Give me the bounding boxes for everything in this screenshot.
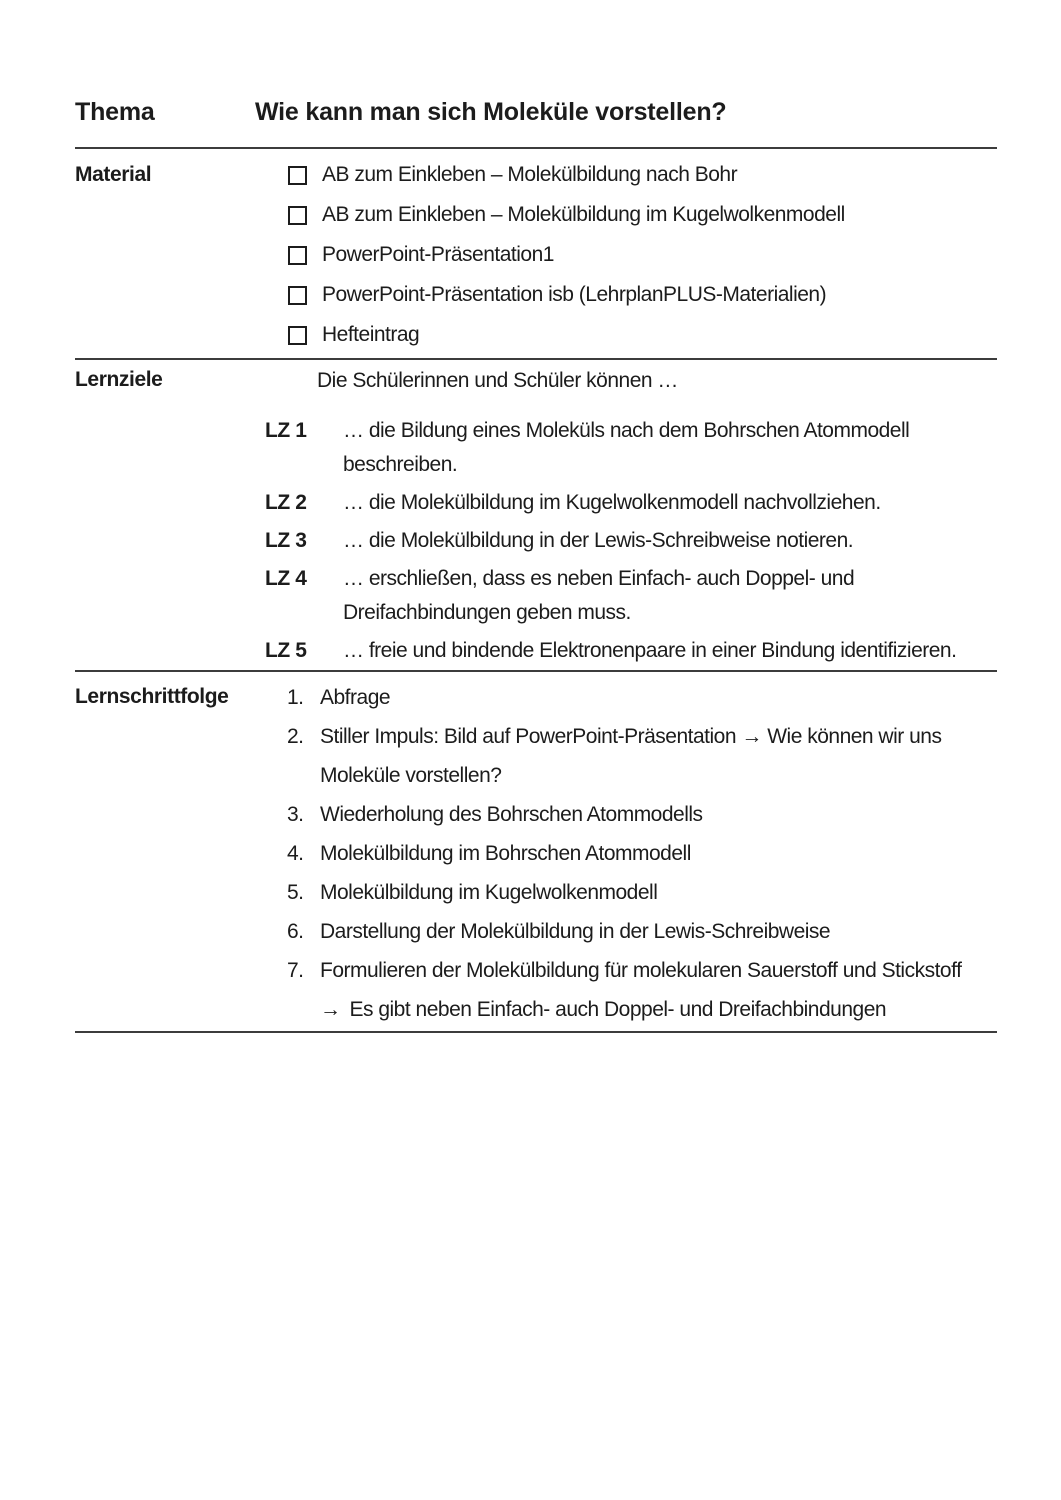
- step-number: 4.: [287, 842, 304, 865]
- material-item-label: AB zum Einkleben – Molekülbildung nach Bohr: [322, 163, 738, 186]
- step-item: [287, 834, 997, 873]
- step-item: [287, 873, 997, 912]
- checkbox-icon: [288, 166, 307, 185]
- material-item-label: Hefteintrag: [322, 323, 420, 346]
- lernziele-section: [75, 360, 997, 668]
- step-text: Molekülbildung im Bohrschen Atommodell: [320, 842, 691, 865]
- step-text: Stiller Impuls: Bild auf PowerPoint-Präsentation → Wie können wir uns Moleküle vorstellen?: [320, 725, 942, 787]
- material-list: [255, 155, 997, 355]
- material-item-label: AB zum Einkleben – Molekülbildung im Kugelwolkenmodell: [322, 203, 845, 226]
- step-item: [287, 912, 997, 951]
- lernziel-text: … die Bildung eines Moleküls nach dem Bohrschen Atommodell beschreiben.: [343, 419, 910, 476]
- step-item: [287, 717, 997, 795]
- conclusion-text: [320, 990, 997, 1029]
- conclusion-row: [287, 990, 997, 1029]
- material-label: Material: [75, 163, 152, 186]
- material-item-label: PowerPoint-Präsentation isb (LehrplanPLUS-Materialien): [322, 283, 827, 306]
- lernziele-list: [255, 368, 997, 668]
- lernziel-item: [265, 524, 997, 558]
- lernschrittfolge-section: [75, 672, 997, 1029]
- lernziele-label: Lernziele: [75, 368, 163, 391]
- checkbox-icon: [288, 326, 307, 345]
- right-arrow-icon: →: [320, 998, 341, 1021]
- lernziel-id: LZ 4: [265, 567, 307, 590]
- lernziele-intro: Die Schülerinnen und Schüler können …: [317, 369, 678, 392]
- material-item: [255, 315, 997, 355]
- material-item: [255, 195, 997, 235]
- material-item: [255, 155, 997, 195]
- checkbox-icon: [288, 246, 307, 265]
- checkbox-icon: [288, 206, 307, 225]
- lernziel-id: LZ 3: [265, 529, 307, 552]
- conclusion-label: Es gibt neben Einfach- auch Doppel- und Dreifachbindungen: [349, 998, 887, 1021]
- steps-list: [255, 678, 997, 1029]
- lernziel-item: [265, 414, 997, 482]
- lernziel-text: … erschließen, dass es neben Einfach- auch Doppel- und Dreifachbindungen geben muss.: [343, 567, 855, 624]
- lernziel-item: [265, 562, 997, 630]
- lernziel-item: [265, 486, 997, 520]
- page-title: Wie kann man sich Moleküle vorstellen?: [255, 98, 727, 126]
- step-text: Darstellung der Molekülbildung in der Lewis-Schreibweise: [320, 920, 831, 943]
- lernschrittfolge-label: Lernschrittfolge: [75, 685, 229, 708]
- step-number: 7.: [287, 959, 304, 982]
- checkbox-icon: [288, 286, 307, 305]
- step-number: 5.: [287, 881, 304, 904]
- material-item: [255, 275, 997, 315]
- lernziel-text: … freie und bindende Elektronenpaare in einer Bindung identifizieren.: [343, 639, 957, 662]
- step-number: 2.: [287, 725, 304, 748]
- step-number: 3.: [287, 803, 304, 826]
- lernziel-id: LZ 1: [265, 419, 307, 442]
- lernziel-item: [265, 634, 997, 668]
- lernziel-id: LZ 2: [265, 491, 307, 514]
- thema-label: Thema: [75, 98, 155, 126]
- material-section: [75, 149, 997, 355]
- step-text: Abfrage: [320, 686, 391, 709]
- step-text: Wiederholung des Bohrschen Atommodells: [320, 803, 703, 826]
- step-item: [287, 795, 997, 834]
- step-text: Formulieren der Molekülbildung für molekularen Sauerstoff und Stickstoff: [320, 959, 962, 982]
- title-row: [75, 97, 997, 127]
- divider-bottom: [75, 1031, 997, 1033]
- lernziel-text: … die Molekülbildung im Kugelwolkenmodell nachvollziehen.: [343, 491, 881, 514]
- step-item: [287, 678, 997, 717]
- material-item: [255, 235, 997, 275]
- step-number: 1.: [287, 686, 304, 709]
- step-text: Molekülbildung im Kugelwolkenmodell: [320, 881, 658, 904]
- lernziel-id: LZ 5: [265, 639, 307, 662]
- step-number: 6.: [287, 920, 304, 943]
- step-item: [287, 951, 997, 990]
- lernziel-text: … die Molekülbildung in der Lewis-Schreibweise notieren.: [343, 529, 854, 552]
- material-item-label: PowerPoint-Präsentation1: [322, 243, 554, 266]
